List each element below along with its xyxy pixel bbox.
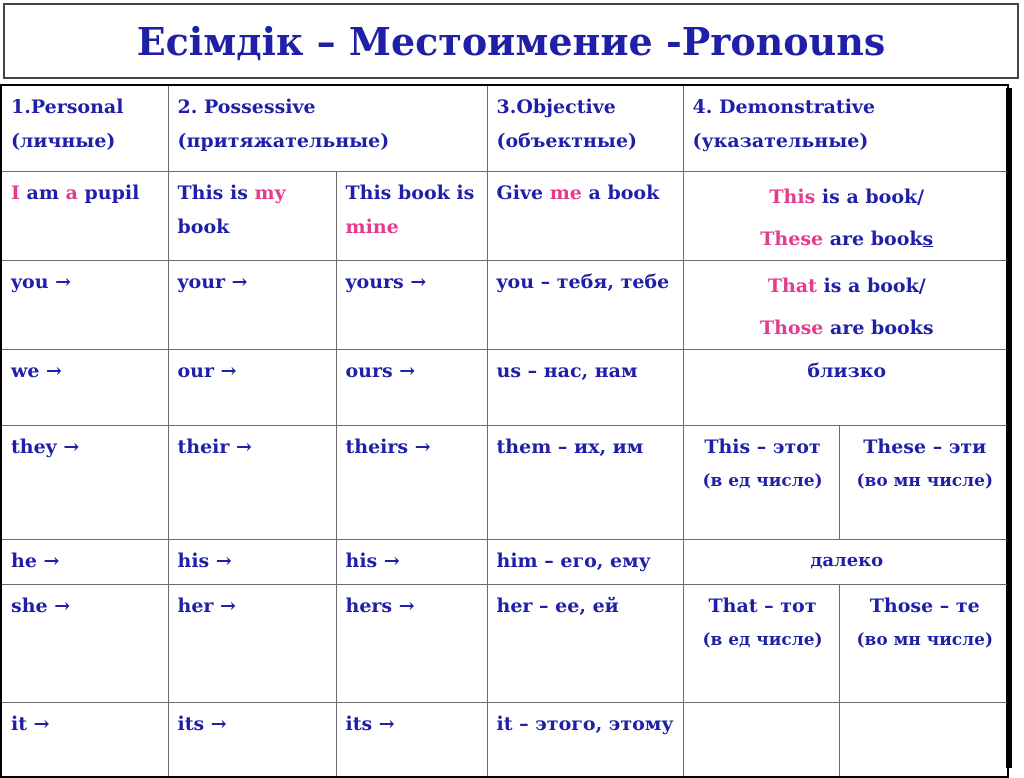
example-personal-w3: a — [65, 181, 78, 204]
example-possessive-adj — [168, 171, 336, 260]
example-possessive-adj-w2: my — [254, 181, 286, 204]
cell-possessive: its → — [168, 702, 336, 777]
cell-personal: they → — [1, 425, 168, 539]
this-cell — [683, 425, 839, 539]
this-translation: This – этот — [704, 435, 821, 458]
page-title: Есімдік – Местоимение -Pronouns — [136, 18, 886, 64]
example-these-plural-s: s — [922, 227, 934, 250]
cell-objective: her – ее, ей — [487, 584, 683, 702]
cell-possessive: their → — [168, 425, 336, 539]
table-row — [1, 425, 1008, 539]
example-objective-w3: a book — [581, 181, 660, 204]
header-personal-subtitle: (личные) — [11, 130, 116, 152]
header-demonstrative-title: 4. Demonstrative — [692, 96, 876, 118]
table-row — [1, 349, 1008, 425]
title-box — [3, 3, 1019, 79]
cell-personal: he → — [1, 539, 168, 584]
example-those-word: Those — [759, 316, 824, 339]
example-objective-w2: me — [549, 181, 582, 204]
empty-cell — [683, 702, 839, 777]
cell-absolute: yours → — [336, 260, 487, 349]
example-demonstrative-far — [683, 260, 1008, 349]
these-cell — [839, 425, 1008, 539]
example-personal-w2: am — [19, 181, 66, 204]
pronoun-table — [0, 84, 1009, 778]
table-row — [1, 260, 1008, 349]
those-number: (во мн числе) — [856, 629, 994, 650]
far-label: далеко — [683, 539, 1008, 584]
header-objective-title: 3.Objective — [496, 96, 616, 118]
example-those-rest: are book — [823, 316, 923, 339]
header-personal — [1, 85, 168, 171]
cell-objective: them – их, им — [487, 425, 683, 539]
these-number: (во мн числе) — [856, 470, 994, 491]
example-this-word: This — [769, 185, 816, 208]
those-cell — [839, 584, 1008, 702]
example-possessive-abs — [336, 171, 487, 260]
those-translation: Those – те — [869, 594, 980, 617]
example-this-line — [693, 176, 1002, 218]
cell-possessive: our → — [168, 349, 336, 425]
example-row — [1, 171, 1008, 260]
near-label: близко — [683, 349, 1008, 425]
cell-personal: we → — [1, 349, 168, 425]
example-demonstrative-near — [683, 171, 1008, 260]
example-possessive-adj-w3: book — [177, 215, 230, 238]
header-objective-subtitle: (объектные) — [496, 130, 638, 152]
cell-objective: us – нас, нам — [487, 349, 683, 425]
cell-personal: she → — [1, 584, 168, 702]
header-demonstrative-subtitle: (указательные) — [692, 130, 869, 152]
cell-possessive: his → — [168, 539, 336, 584]
that-number: (в ед числе) — [702, 629, 823, 650]
cell-possessive: her → — [168, 584, 336, 702]
empty-cell — [839, 702, 1008, 777]
header-personal-title: 1.Personal — [11, 96, 124, 118]
cell-objective: you – тебя, тебе — [487, 260, 683, 349]
cell-absolute: ours → — [336, 349, 487, 425]
that-translation: That – тот — [708, 594, 817, 617]
cell-objective: him – его, ему — [487, 539, 683, 584]
example-personal — [1, 171, 168, 260]
this-number: (в ед числе) — [702, 470, 823, 491]
example-those-line — [693, 307, 1002, 349]
cell-possessive: your → — [168, 260, 336, 349]
these-translation: These – эти — [863, 435, 987, 458]
cell-objective: it – этого, этому — [487, 702, 683, 777]
example-these-line — [693, 218, 1002, 260]
header-possessive-subtitle: (притяжательные) — [177, 130, 390, 152]
header-row — [1, 85, 1008, 171]
example-objective-w1: Give — [496, 181, 550, 204]
example-possessive-abs-w1: This book is — [345, 181, 475, 204]
example-personal-w4: pupil — [77, 181, 140, 204]
example-those-plural-s: s — [922, 316, 934, 339]
header-objective — [487, 85, 683, 171]
cell-absolute: theirs → — [336, 425, 487, 539]
cell-personal: you → — [1, 260, 168, 349]
cell-absolute: hers → — [336, 584, 487, 702]
example-possessive-adj-w1: This is — [177, 181, 255, 204]
example-this-rest: is a book/ — [815, 185, 925, 208]
table-row — [1, 584, 1008, 702]
table-row — [1, 702, 1008, 777]
example-that-rest: is a book/ — [816, 274, 926, 297]
header-possessive — [168, 85, 487, 171]
example-personal-w1: I — [11, 181, 20, 204]
table-row — [1, 539, 1008, 584]
example-these-word: These — [760, 227, 824, 250]
example-these-rest: are book — [823, 227, 923, 250]
example-that-word: That — [767, 274, 817, 297]
example-that-line — [693, 265, 1002, 307]
example-possessive-abs-w2: mine — [345, 215, 399, 238]
header-demonstrative — [683, 85, 1008, 171]
that-cell — [683, 584, 839, 702]
header-possessive-title: 2. Possessive — [177, 96, 316, 118]
cell-absolute: its → — [336, 702, 487, 777]
example-objective — [487, 171, 683, 260]
cell-personal: it → — [1, 702, 168, 777]
cell-absolute: his → — [336, 539, 487, 584]
